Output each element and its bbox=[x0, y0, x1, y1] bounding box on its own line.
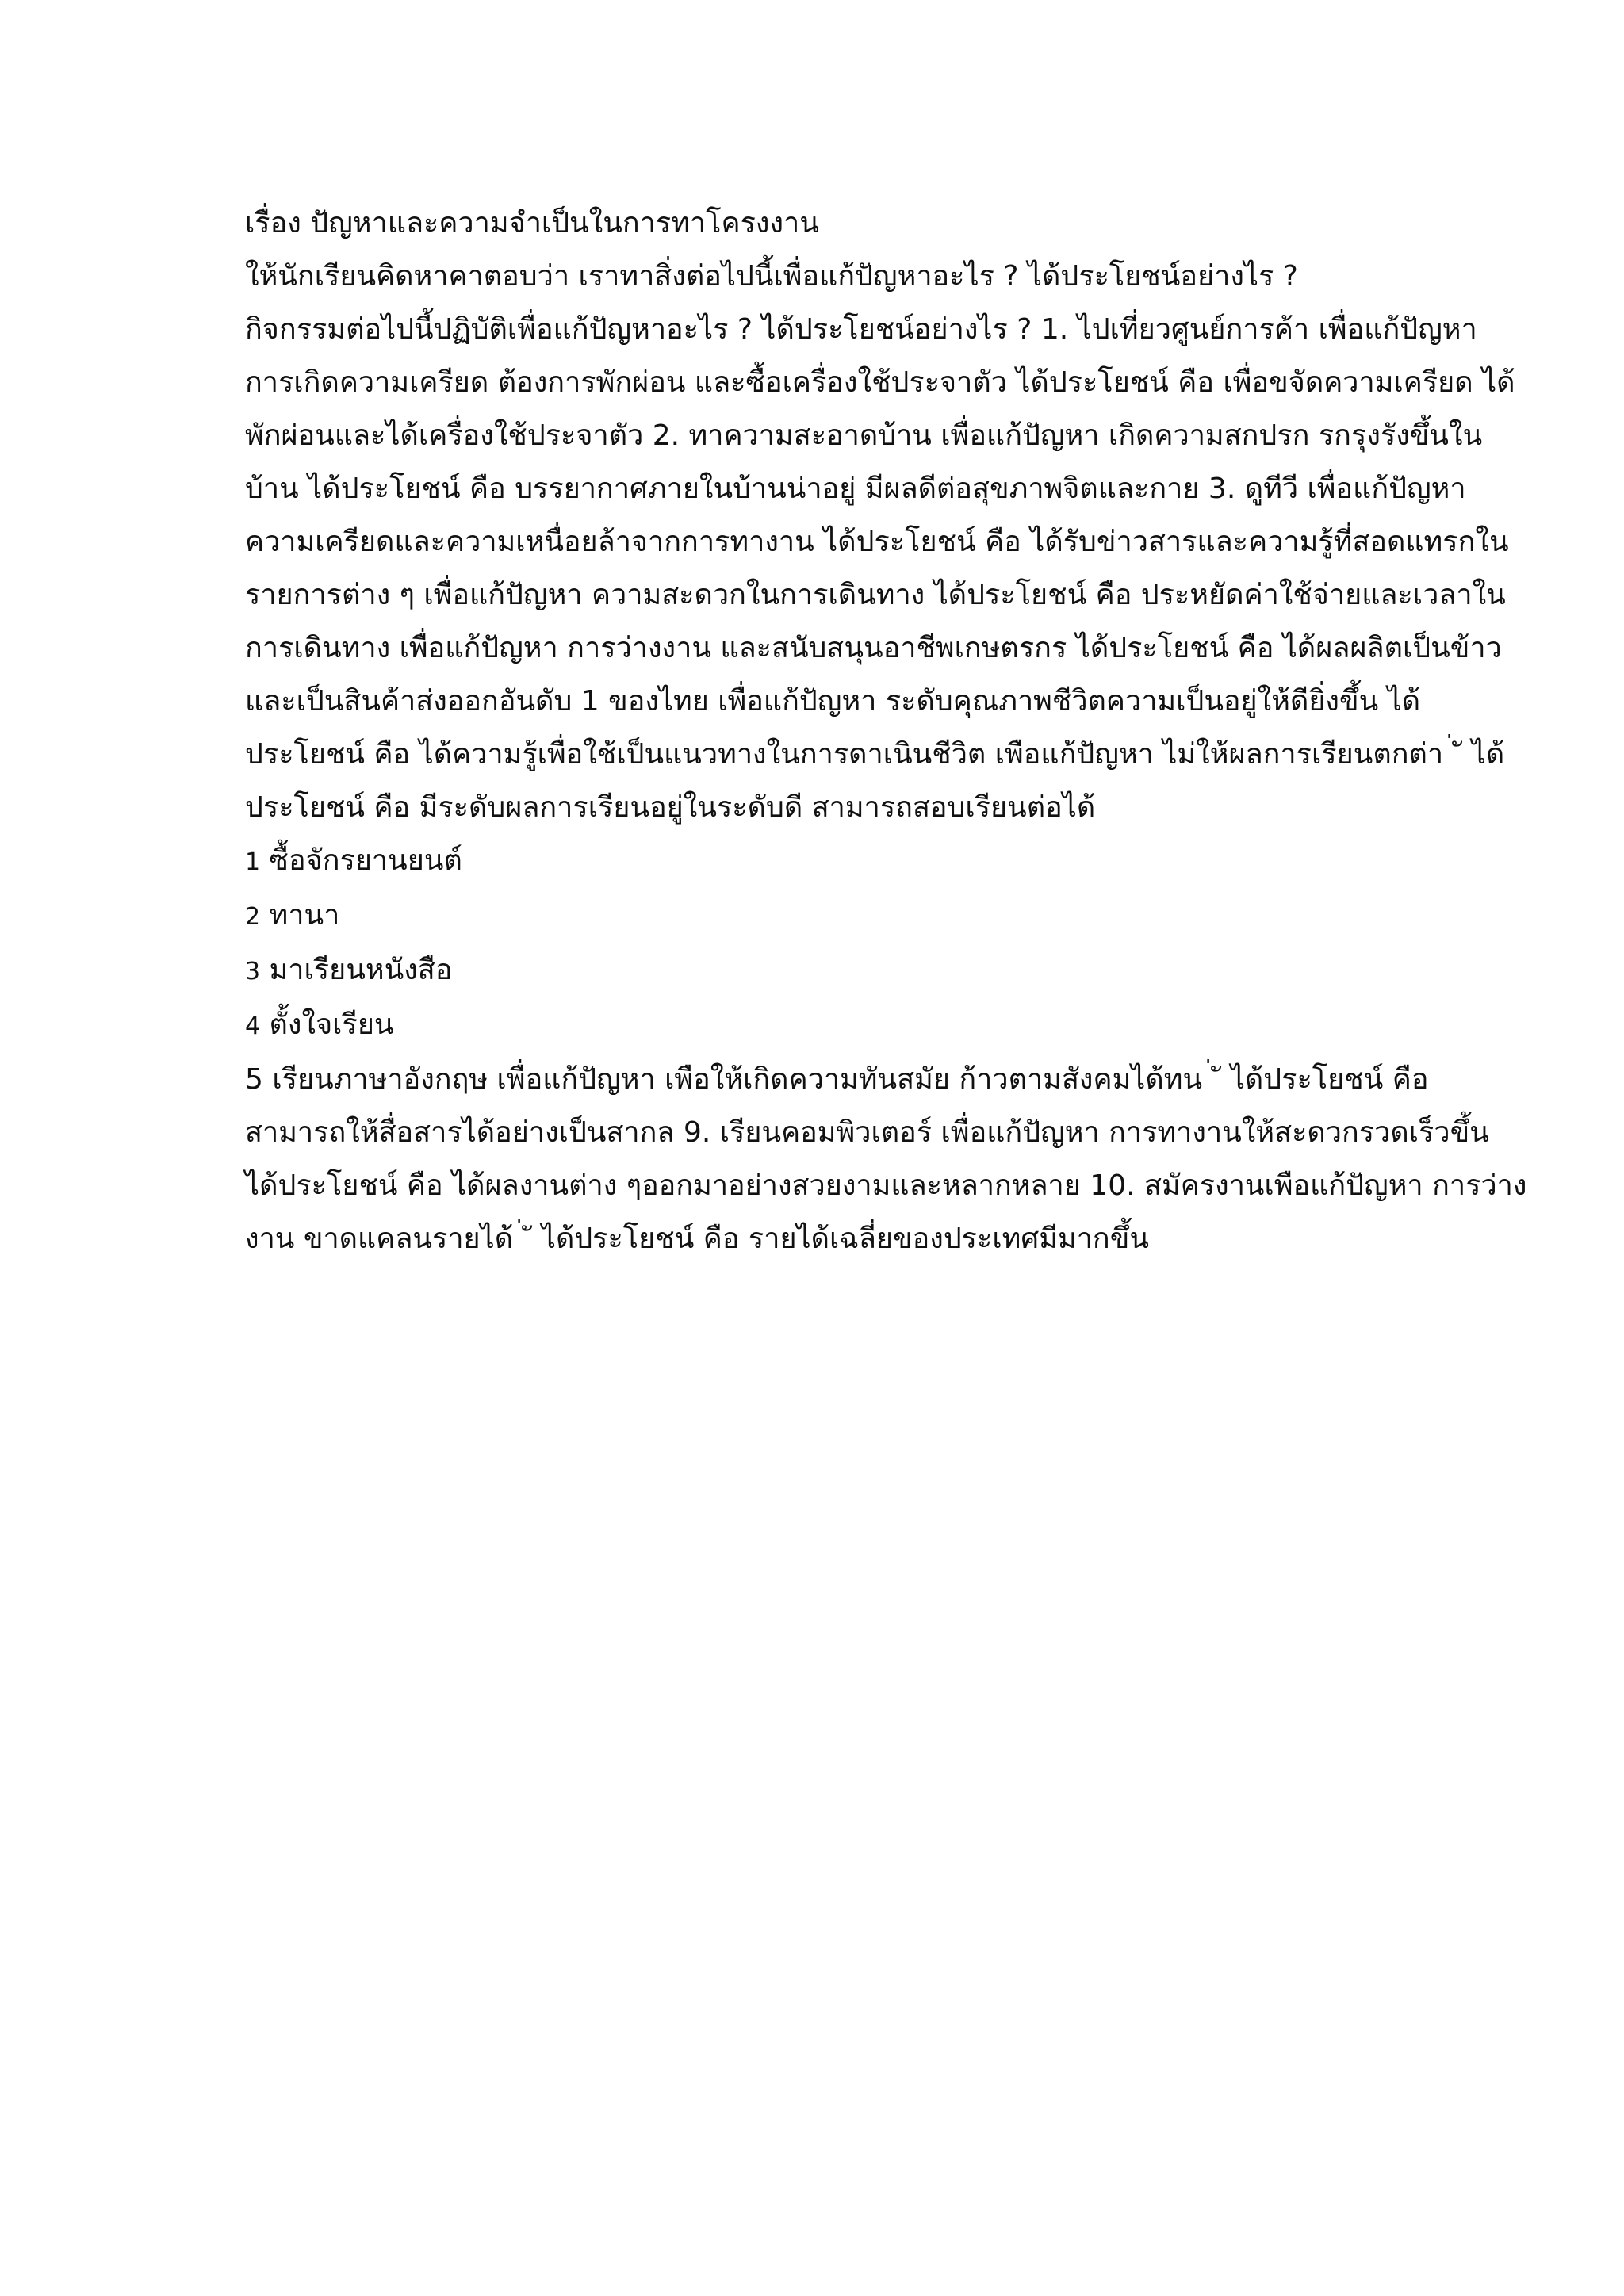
list-item bbox=[245, 889, 1530, 943]
list-item-number: 1 bbox=[245, 848, 261, 876]
intro-question: ให้นักเรียนคิดหาคาตอบว่า เราทาสิ่งต่อไปนี้เพื่อแก้ปัญหาอะไร ? ได้ประโยชน์อย่างไร ? bbox=[245, 260, 1298, 293]
list-item-text: ซื้อจักรยานยนต์ bbox=[269, 844, 462, 877]
list-item bbox=[245, 943, 1530, 998]
list-item-text: มาเรียนหนังสือ bbox=[269, 954, 453, 986]
list-item-number: 2 bbox=[245, 903, 261, 931]
list-item-text: ตั้งใจเรียน bbox=[269, 1008, 394, 1041]
list-item-text: ทานา bbox=[269, 899, 340, 932]
list-item-number: 4 bbox=[245, 1012, 261, 1040]
list-item bbox=[245, 834, 1530, 889]
closing-paragraph: 5 เรียนภาษาอังกฤษ เพื่อแก้ปัญหา เพือให้เกิดความทันสมัย ก้าวตามสังคมได้ทน ่ ั ได้ประโยชน์ คือ สามารถให้สื่อสารได้อย่างเป็นสากล 9. เรียนคอมพิวเตอร์ เพื่อแก้ปัญหา การทางานให้สะดวกรวดเร็วขึ้น ได้ประโยชน์ คือ ได้ผลงานต่าง ๆออกมาอย่างสวยงามและหลากหลาย 10. สมัครงานเพือแก้ปัญหา การว่างงาน ขาดแคลนรายได้ ่ ั ได้ประโยชน์ คือ รายได้เฉลี่ยของประเทศมีมากขึ้น bbox=[245, 1063, 1527, 1255]
document-content bbox=[245, 197, 1530, 1265]
document-title: เรื่อง ปัญหาและความจำเป็นในการทาโครงงาน bbox=[245, 207, 819, 239]
body-paragraph: กิจกรรมต่อไปนี้ปฏิบัติเพื่อแก้ปัญหาอะไร ? ได้ประโยชน์อย่างไร ? 1. ไปเที่ยวศูนย์การค้า เพื่อแก้ปัญหา การเกิดความเครียด ต้องการพักผ่อน และซื้อเครื่องใช้ประจาตัว ได้ประโยชน์ คือ เพื่อขจัดความเครียด ได้พักผ่อนและได้เครื่องใช้ประจาตัว 2. ทาความสะอาดบ้าน เพื่อแก้ปัญหา เกิดความสกปรก รกรุงรังขึ้นในบ้าน ได้ประโยชน์ คือ บรรยากาศภายในบ้านน่าอยู่ มีผลดีต่อสุขภาพจิตและกาย 3. ดูทีวี เพื่อแก้ปัญหา ความเครียดและความเหนื่อยล้าจากการทางาน ได้ประโยชน์ คือ ได้รับข่าวสารและความรู้ที่สอดแทรกในรายการต่าง ๆ เพื่อแก้ปัญหา ความสะดวกในการเดินทาง ได้ประโยชน์ คือ ประหยัดค่าใช้จ่ายและเวลาในการเดินทาง เพื่อแก้ปัญหา การว่างงาน และสนับสนุนอาชีพเกษตรกร ได้ประโยชน์ คือ ได้ผลผลิตเป็นข้าวและเป็นสินค้าส่งออกอันดับ 1 ของไทย เพื่อแก้ปัญหา ระดับคุณภาพชีวิตความเป็นอยู่ให้ดียิ่งขึ้น ได้ประโยชน์ คือ ได้ความรู้เพื่อใช้เป็นแนวทางในการดาเนินชีวิต เพือแก้ปัญหา ไม่ให้ผลการเรียนตกต่า ่ ั ได้ประโยชน์ คือ มีระดับผลการเรียนอยู่ในระดับดี สามารถสอบเรียนต่อได้ bbox=[245, 313, 1515, 824]
list-item-number: 3 bbox=[245, 958, 261, 985]
list-item bbox=[245, 998, 1530, 1053]
